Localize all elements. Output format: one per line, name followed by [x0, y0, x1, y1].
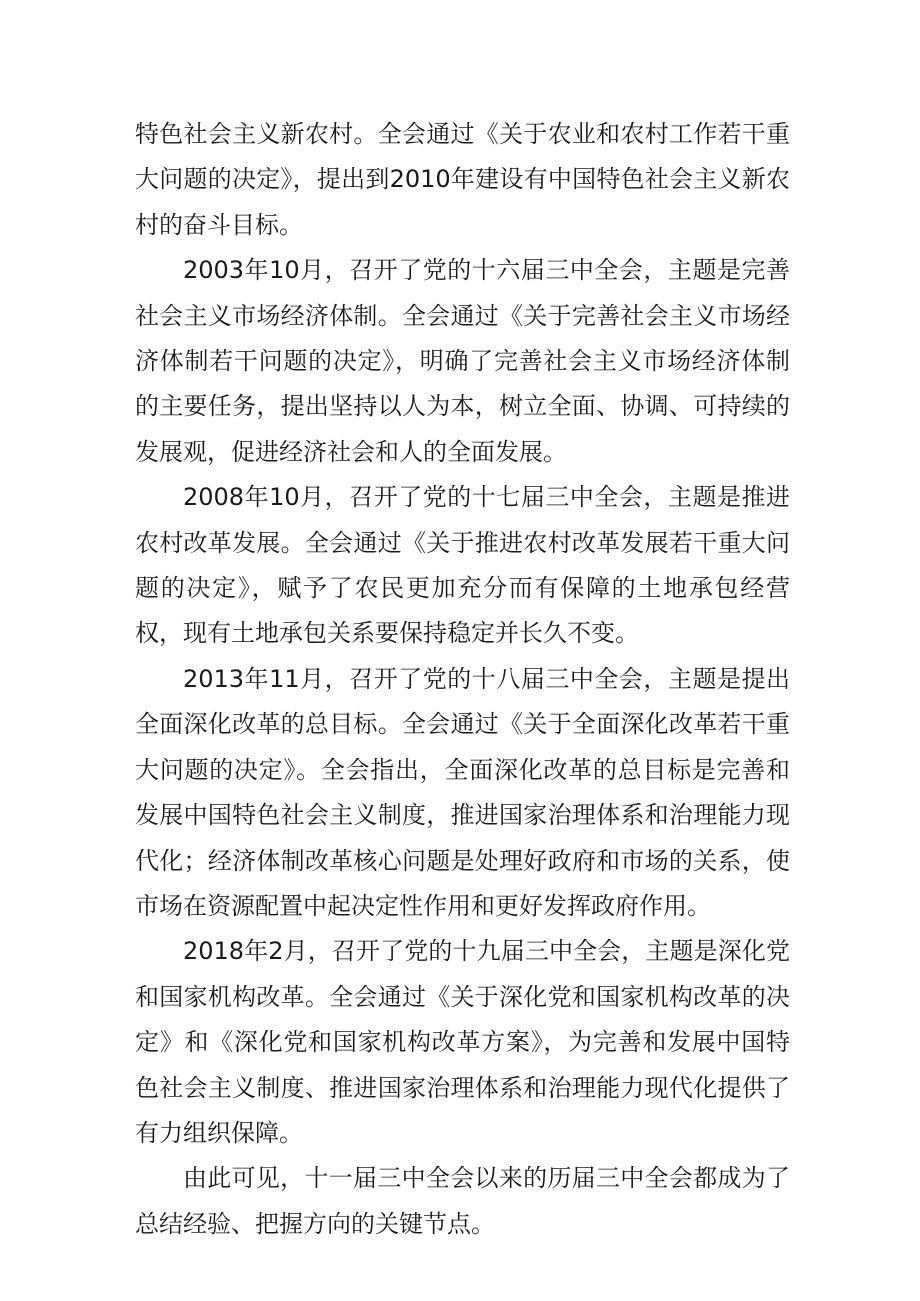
paragraph-2013-plenum: 2013年11月，召开了党的十八届三中全会，主题是提出全面深化改革的总目标。全会通过《关于全面深化改革若干重大问题的决定》。全会指出，全面深化改革的总目标是完善和发展中国特色社会主义制度，推进国家治理体系和治理能力现代化；经济体制改革核心问题是处理好政府和市场的关系，使市场在资源配置中起决定性作用和更好发挥政府作用。	[135, 664, 790, 920]
paragraph-2008-plenum: 2008年10月，召开了党的十七届三中全会，主题是推进农村改革发展。全会通过《关于推进农村改革发展若干重大问题的决定》，赋予了农民更加充分而有保障的土地承包经营权，现有土地承包关系要保持稳定并长久不变。	[135, 483, 790, 648]
paragraph-conclusion: 由此可见，十一届三中全会以来的历届三中全会都成为了总结经验、把握方向的关键节点。	[135, 1164, 790, 1238]
paragraph-2018-plenum: 2018年2月，召开了党的十九届三中全会，主题是深化党和国家机构改革。全会通过《关于深化党和国家机构改革的决定》和《深化党和国家机构改革方案》，为完善和发展中国特色社会主义制度、推进国家治理体系和治理能力现代化提供了有力组织保障。	[135, 937, 790, 1147]
document-body	[135, 112, 790, 1247]
paragraph-2003-plenum: 2003年10月，召开了党的十六届三中全会，主题是完善社会主义市场经济体制。全会通过《关于完善社会主义市场经济体制若干问题的决定》，明确了完善社会主义市场经济体制的主要任务，提出坚持以人为本，树立全面、协调、可持续的发展观，促进经济社会和人的全面发展。	[135, 256, 790, 466]
paragraph-new-countryside-continued: 特色社会主义新农村。全会通过《关于农业和农村工作若干重大问题的决定》，提出到2010年建设有中国特色社会主义新农村的奋斗目标。	[135, 120, 790, 239]
